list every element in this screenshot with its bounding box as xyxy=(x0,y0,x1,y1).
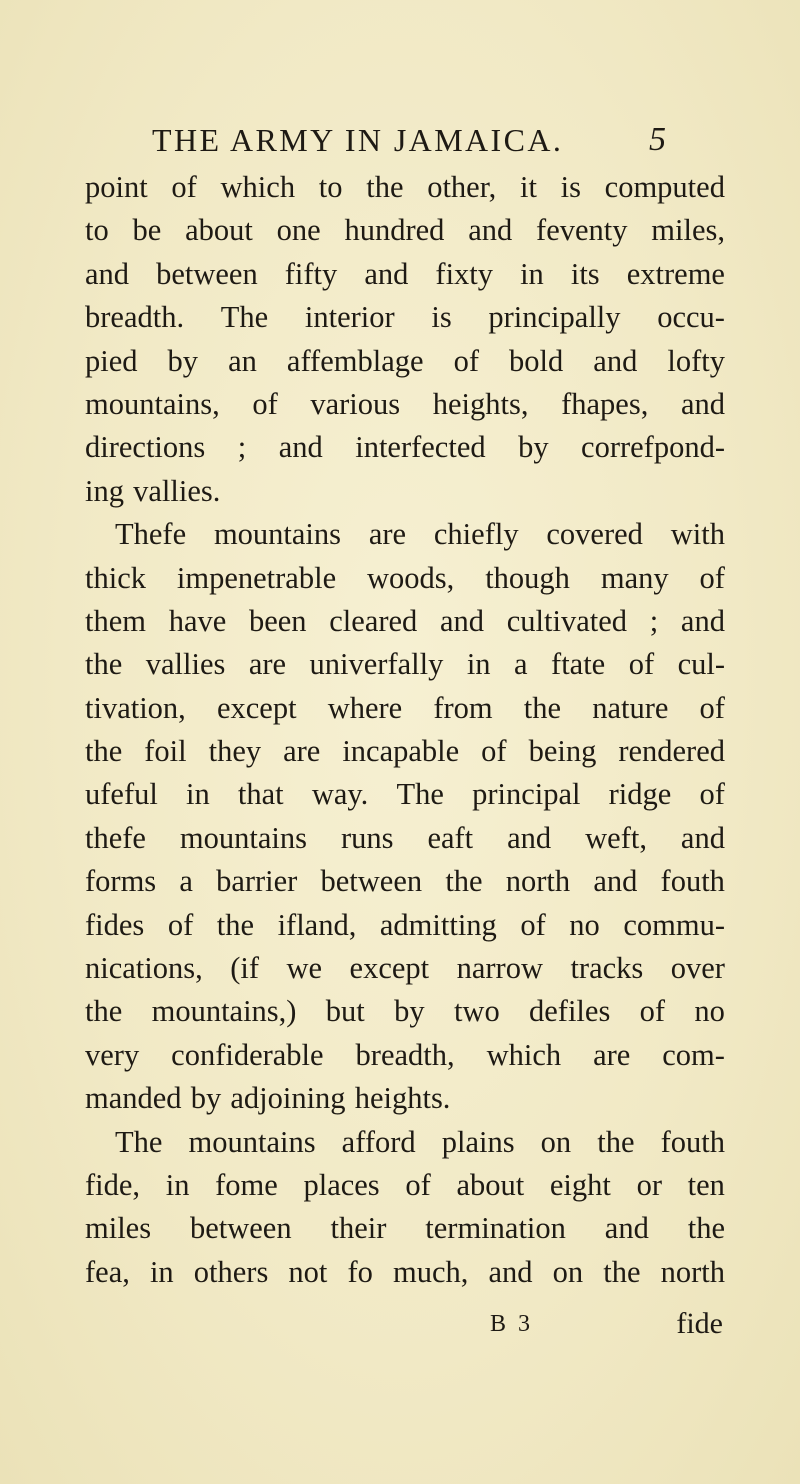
word: with xyxy=(670,517,725,552)
word: they xyxy=(208,734,262,769)
word: we xyxy=(286,951,323,986)
word: no xyxy=(569,907,600,942)
word: the xyxy=(366,170,404,204)
word: but xyxy=(325,994,365,1029)
word: affemblage xyxy=(286,343,424,378)
word: fixty xyxy=(435,256,494,291)
text-line xyxy=(85,687,725,730)
word: mountains xyxy=(179,820,308,855)
text-line xyxy=(85,1207,725,1250)
word: been xyxy=(248,603,307,638)
word: various xyxy=(310,386,401,421)
word: manded xyxy=(85,1081,182,1116)
word: of xyxy=(481,734,507,769)
text-line xyxy=(85,1164,725,1207)
word: afford xyxy=(341,1124,416,1159)
word: mountains xyxy=(213,517,342,552)
word: ten xyxy=(687,1167,725,1202)
word: in xyxy=(186,777,210,812)
word: is xyxy=(431,300,452,335)
word: by xyxy=(167,343,199,378)
word: and xyxy=(604,1211,649,1246)
page-footer xyxy=(85,1304,725,1344)
word: covered xyxy=(546,517,643,552)
word: and xyxy=(680,820,725,855)
word: ; xyxy=(237,430,247,465)
word: cul- xyxy=(677,647,725,682)
word: cleared xyxy=(329,603,418,638)
word: a xyxy=(179,864,193,899)
word: the xyxy=(216,907,255,942)
word: and xyxy=(680,603,725,638)
word: point xyxy=(85,170,148,204)
text-line xyxy=(85,1077,725,1120)
word: extreme xyxy=(626,256,725,291)
word: are xyxy=(368,517,407,552)
word: where xyxy=(327,690,403,725)
word: about xyxy=(185,213,253,248)
word: fouth xyxy=(660,864,725,899)
word: vallies xyxy=(145,647,226,682)
word: ifland, xyxy=(277,907,357,942)
word: except xyxy=(349,951,430,986)
word: a xyxy=(514,647,528,682)
word: miles, xyxy=(651,213,725,248)
text-line xyxy=(85,340,725,383)
word: ftate xyxy=(551,647,606,682)
text-line xyxy=(85,383,725,426)
word: barrier xyxy=(216,864,298,899)
word: computed xyxy=(604,170,725,204)
word: ufeful xyxy=(85,777,158,812)
word: (if xyxy=(230,951,260,986)
text-line xyxy=(85,947,725,990)
word: of xyxy=(639,994,666,1029)
word: between xyxy=(156,256,258,291)
text-line xyxy=(85,773,725,816)
text-line xyxy=(85,1034,725,1077)
word: and xyxy=(364,256,409,291)
word: vallies. xyxy=(133,473,221,508)
word: the xyxy=(85,994,123,1029)
word: of xyxy=(628,647,655,682)
word: heights. xyxy=(354,1081,451,1116)
word: adjoining xyxy=(230,1081,346,1116)
running-head xyxy=(152,118,666,162)
text-line xyxy=(85,209,725,252)
word: occu- xyxy=(657,300,725,335)
word: lofty xyxy=(667,343,725,378)
text-line xyxy=(85,253,725,296)
word: bold xyxy=(509,343,564,378)
word: no xyxy=(694,994,725,1029)
page-number: 5 xyxy=(649,121,666,158)
word: be xyxy=(132,213,162,248)
text-line xyxy=(85,600,725,643)
word: Thefe xyxy=(115,517,187,552)
word: thefe xyxy=(85,820,146,855)
text-line xyxy=(85,643,725,686)
running-title: THE ARMY IN JAMAICA. xyxy=(152,122,564,158)
word: have xyxy=(168,603,227,638)
word: many xyxy=(600,560,669,595)
word: the xyxy=(603,1254,641,1289)
word: nications, xyxy=(85,951,203,986)
body-text xyxy=(85,166,725,1294)
word: which xyxy=(220,170,296,204)
word: cultivated xyxy=(506,603,628,638)
word: in xyxy=(466,647,491,682)
text-line xyxy=(85,1251,725,1294)
text-line xyxy=(85,1121,725,1164)
text-line xyxy=(85,904,725,947)
word: places xyxy=(303,1167,380,1202)
word: one xyxy=(276,213,321,248)
word: thick xyxy=(85,560,146,595)
word: and xyxy=(468,213,513,248)
text-line xyxy=(85,730,725,773)
word: mountains, xyxy=(85,386,220,421)
word: of xyxy=(171,170,197,204)
word: its xyxy=(570,256,600,291)
word: commu- xyxy=(623,907,725,942)
word: about xyxy=(456,1167,525,1202)
word: others xyxy=(193,1254,269,1289)
word: north xyxy=(660,1254,725,1289)
word: the xyxy=(445,864,483,899)
word: and xyxy=(278,430,323,465)
word: to xyxy=(85,213,109,248)
word: way. xyxy=(311,777,369,812)
word: foil xyxy=(144,734,187,769)
word: over xyxy=(670,951,725,986)
word: the xyxy=(85,647,123,682)
word: of xyxy=(252,386,278,421)
word: mountains xyxy=(188,1124,316,1159)
word: and xyxy=(593,343,638,378)
word: confiderable xyxy=(171,1037,324,1072)
word: except xyxy=(216,690,297,725)
word: fifty xyxy=(284,256,338,291)
word: breadth, xyxy=(355,1037,455,1072)
word: tracks xyxy=(570,951,644,986)
word: their xyxy=(330,1211,387,1246)
word: fides xyxy=(85,907,145,942)
word: ridge xyxy=(608,777,672,812)
word: of xyxy=(699,560,725,595)
text-line xyxy=(85,860,725,903)
word: directions xyxy=(85,430,206,465)
word: miles xyxy=(85,1211,152,1246)
word: are xyxy=(593,1037,631,1072)
word: interfected xyxy=(355,430,486,465)
word: or xyxy=(636,1167,662,1202)
word: fhapes, xyxy=(561,386,649,421)
word: the xyxy=(687,1211,725,1246)
word: which xyxy=(486,1037,562,1072)
word: an xyxy=(228,343,257,378)
word: heights, xyxy=(432,386,529,421)
text-line xyxy=(85,470,725,513)
word: fea, xyxy=(85,1254,130,1289)
word: nature xyxy=(592,690,669,725)
word: narrow xyxy=(456,951,543,986)
word: ; xyxy=(649,603,659,638)
word: are xyxy=(283,734,321,769)
word: of xyxy=(167,907,194,942)
text-line xyxy=(85,990,725,1033)
word: on xyxy=(552,1254,584,1289)
word: eight xyxy=(549,1167,611,1202)
word: and xyxy=(440,603,485,638)
word: are xyxy=(248,647,287,682)
word: com- xyxy=(662,1037,725,1072)
word: eaft xyxy=(427,820,474,855)
word: between xyxy=(320,864,423,899)
word: from xyxy=(433,690,493,725)
word: though xyxy=(485,560,570,595)
word: other, xyxy=(427,170,497,204)
word: mountains,) xyxy=(151,994,297,1029)
word: to xyxy=(318,170,343,204)
word: and xyxy=(507,820,552,855)
word: hundred xyxy=(344,213,445,248)
word: in xyxy=(165,1167,190,1202)
word: not xyxy=(288,1254,328,1289)
word: by xyxy=(518,430,549,465)
word: in xyxy=(520,256,544,291)
word: of xyxy=(520,907,546,942)
word: and xyxy=(85,256,130,291)
text-line xyxy=(85,166,725,209)
word: correfpond- xyxy=(581,430,725,465)
word: and xyxy=(488,1254,533,1289)
word: in xyxy=(149,1254,174,1289)
word: interior xyxy=(304,300,395,335)
word: fo xyxy=(347,1254,373,1289)
word: it xyxy=(519,170,537,204)
word: being xyxy=(528,734,597,769)
signature-mark: B 3 xyxy=(490,1311,534,1337)
word: north xyxy=(505,864,571,899)
word: ing xyxy=(85,473,124,508)
word: them xyxy=(85,603,146,638)
word: The xyxy=(396,777,444,812)
word: on xyxy=(540,1124,572,1159)
word: principal xyxy=(472,777,581,812)
word: and xyxy=(680,386,725,421)
word: pied xyxy=(85,343,138,378)
word: fouth xyxy=(660,1124,725,1159)
word: rendered xyxy=(618,734,725,769)
text-line xyxy=(85,296,725,339)
word: of xyxy=(699,777,725,812)
text-line xyxy=(85,557,725,600)
word: very xyxy=(85,1037,140,1072)
word: fome xyxy=(215,1167,278,1202)
word: breadth. xyxy=(85,300,185,335)
word: tivation, xyxy=(85,690,186,725)
word: termination xyxy=(425,1211,566,1246)
word: forms xyxy=(85,864,157,899)
word: much, xyxy=(393,1254,469,1289)
word: incapable xyxy=(342,734,460,769)
catchword: fide xyxy=(676,1307,723,1340)
word: and xyxy=(593,864,638,899)
word: admitting xyxy=(379,907,497,942)
word: weft, xyxy=(585,820,647,855)
word: chiefly xyxy=(433,517,519,552)
word: The xyxy=(115,1124,163,1159)
word: between xyxy=(189,1211,292,1246)
word: defiles xyxy=(529,994,611,1029)
word: the xyxy=(85,734,123,769)
word: The xyxy=(220,300,269,335)
word: of xyxy=(453,343,479,378)
word: by xyxy=(190,1081,222,1116)
word: is xyxy=(560,170,581,204)
word: by xyxy=(394,994,425,1029)
word: that xyxy=(237,777,284,812)
word: of xyxy=(405,1167,431,1202)
word: of xyxy=(699,690,725,725)
word: impenetrable xyxy=(176,560,337,595)
word: univerfally xyxy=(309,647,444,682)
word: fide, xyxy=(85,1167,141,1202)
word: two xyxy=(453,994,500,1029)
word: runs xyxy=(340,820,394,855)
word: principally xyxy=(488,300,621,335)
word: plains xyxy=(441,1124,515,1159)
word: the xyxy=(523,690,562,725)
text-line xyxy=(85,513,725,556)
word: woods, xyxy=(367,560,455,595)
word: feventy xyxy=(536,213,628,248)
text-line xyxy=(85,817,725,860)
word: the xyxy=(597,1124,635,1159)
text-line xyxy=(85,426,725,469)
